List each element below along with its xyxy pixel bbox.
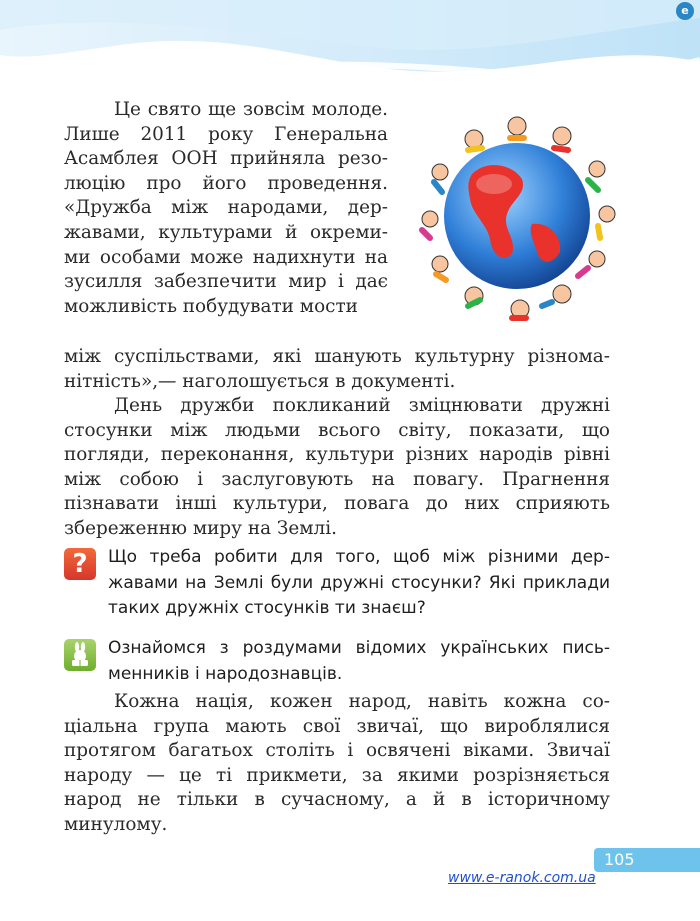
book-bunny-icon — [64, 639, 96, 671]
globe-children-illustration — [402, 104, 632, 329]
page-number: 105 — [594, 848, 700, 872]
question-text: Що треба робити для того, щоб між різними державами на Землі були дружні стосунки? Які приклади таких дружніх стосунків ти знаєш? — [108, 547, 610, 618]
question-badge — [64, 548, 96, 580]
header-wave-decoration — [0, 0, 700, 110]
question-mark-icon: ? — [72, 549, 88, 579]
paragraph-intro-continued: між суспільствами, які шанують культурну різноманітність»,— наголошується в документі. — [64, 346, 610, 392]
paragraph-intro: Це свято ще зовсім молоде. Лише 2011 року Генеральна Асамблея ООН прийняла резолюцію про його проведення. «Дружба між народами, державами, культурами й окремими особами може надихнути на зусилля забезпечити мир і дає можливість побудувати мости — [64, 99, 388, 317]
reading-task-text: Ознайомся з роздумами відомих українських письменників і народознавців. — [108, 638, 610, 684]
publisher-logo: e — [676, 2, 694, 20]
paragraph-customs: Кожна нація, кожен народ, навіть кожна соціальна група мають свої звичаї, що вироблялися протягом багатьох століть і освячені віками. Звичаї народу — це ті прикмети, за якими розрізняється народ не тільки в сучасному, а й в історичному минулому. — [64, 691, 610, 835]
publisher-link[interactable]: www.e-ranok.com.ua — [448, 870, 596, 886]
reading-badge — [64, 639, 96, 671]
paragraph-friendship-day: День дружби покликаний зміцнювати дружні стосунки між людьми всього світу, показати, що погляди, переконання, культури різних народів рівні між собою і заслуговують на повагу. Прагнення пізнавати інші культури, повага до них сприяють збереженню миру на Землі. — [64, 395, 610, 539]
